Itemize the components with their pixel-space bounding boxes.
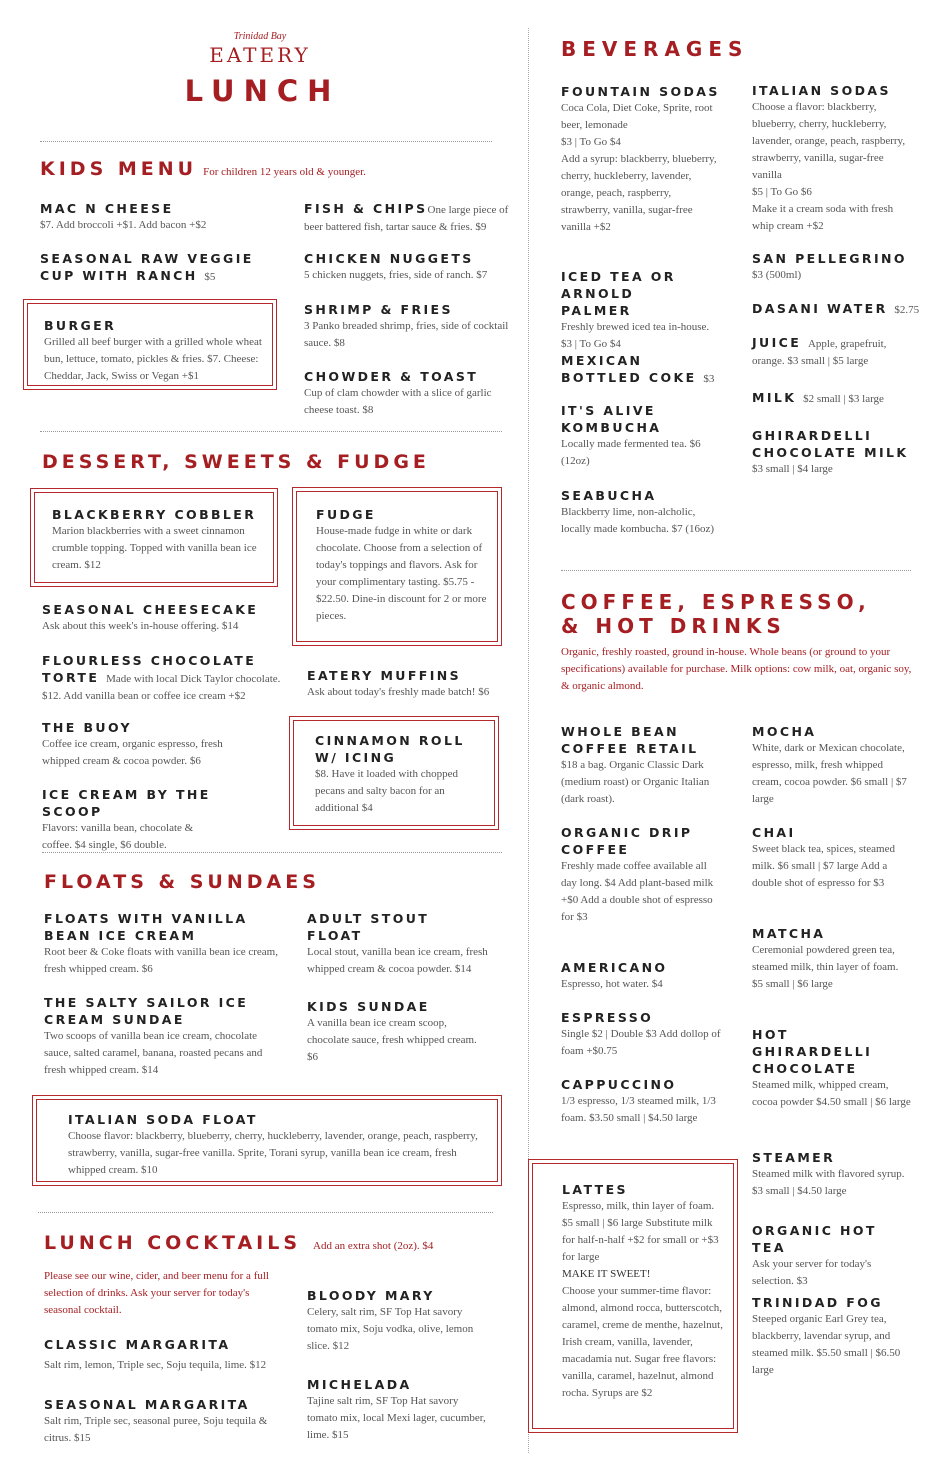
menu-item-cinnamon-roll: CINNAMON ROLL W/ ICING $8. Have it loaded with chopped pecans and salty bacon for an additional $4 bbox=[315, 733, 465, 814]
menu-item-kids-sundae: KIDS SUNDAE A vanilla bean ice cream scoop, chocolate sauce, fresh whipped cream. $6 bbox=[307, 999, 477, 1063]
menu-item-americano: AMERICANO Espresso, hot water. $4 bbox=[561, 960, 668, 990]
menu-item-mexican-coke-line: MEXICAN BOTTLED COKE $3 bbox=[561, 353, 715, 385]
divider bbox=[42, 852, 502, 853]
menu-item-trinidad-fog: TRINIDAD FOG Steeped organic Earl Grey tea, blackberry, lavendar syrup, and steamed milk. $5.50 small | $6.50 large bbox=[752, 1295, 901, 1376]
menu-item-san-pellegrino: SAN PELLEGRINO $3 (500ml) bbox=[752, 251, 907, 281]
script-brand: Trinidad Bay bbox=[233, 31, 287, 42]
menu-item-seasonal-cheesecake: SEASONAL CHEESECAKE Ask about this week's in-house offering. $14 bbox=[42, 602, 259, 632]
menu-item-ice-cream-scoop: ICE CREAM BY THE SCOOP Flavors: vanilla bean, chocolate & coffee. $4 single, $6 double. bbox=[42, 787, 211, 851]
lattes-box bbox=[528, 1159, 738, 1433]
cinnamon-box bbox=[289, 716, 499, 830]
menu-item-seasonal-margarita: SEASONAL MARGARITA Salt rim, Triple sec, seasonal puree, Soju tequila & citrus. $15 bbox=[44, 1397, 268, 1444]
menu-item-fountain-sodas: FOUNTAIN SODAS Coca Cola, Diet Coke, Sprite, root beer, lemonade $3 | To Go $4 Add a syrup: blackberry, blueberry, cherry, huckleberry, lavender, orange, peach, raspberry, strawberry, vanilla, sugar-free vanilla +$2 bbox=[561, 84, 720, 233]
menu-item-seabucha: SEABUCHA Blackberry lime, non-alcholic, locally made kombucha. $7 (16oz) bbox=[561, 488, 715, 535]
italian-soda-float-box bbox=[32, 1095, 502, 1186]
menu-item-blackberry-cobbler: BLACKBERRY COBBLER Marion blackberries with a sweet cinnamon crumble topping. Topped with vanilla bean ice cream. $12 bbox=[52, 507, 257, 571]
brand-name: EATERY bbox=[209, 43, 311, 67]
menu-item-ghirardelli-milk: GHIRARDELLI CHOCOLATE MILK $3 small | $4 large bbox=[752, 428, 909, 475]
menu-item-mocha: MOCHA White, dark or Mexican chocolate, espresso, milk, fresh whipped cream, cocoa powder. $6 small | $7 large bbox=[752, 724, 907, 805]
menu-item-chicken-nuggets: CHICKEN NUGGETS 5 chicken nuggets, fries, side of ranch. $7 bbox=[304, 251, 488, 281]
menu-item-juice: JUICE Apple, grapefruit, orange. $3 small | $5 large bbox=[752, 335, 887, 367]
menu-item-iced-tea: ICED TEA OR ARNOLD PALMER Freshly brewed iced tea in-house. $3 | To Go $4 bbox=[561, 269, 710, 350]
menu-item-the-buoy: THE BUOY Coffee ice cream, organic espresso, fresh whipped cream & cocoa powder. $6 bbox=[42, 720, 223, 767]
divider bbox=[38, 1212, 493, 1213]
burger-box bbox=[23, 299, 277, 390]
menu-item-steamer: STEAMER Steamed milk with flavored syrup. $3 small | $4.50 large bbox=[752, 1150, 905, 1197]
menu-item-vanilla-floats: FLOATS WITH VANILLA BEAN ICE CREAM Root beer & Coke floats with vanilla bean ice cream, fresh whipped cream. $6 bbox=[44, 911, 278, 975]
dessert-title: DESSERT, SWEETS & FUDGE bbox=[42, 451, 430, 473]
coffee-intro: Organic, freshly roasted, ground in-house. Whole beans (or ground to your specifications) available for purchase. Milk options: cow milk, oat, organic soy, & organic almond. bbox=[561, 646, 912, 692]
kids-menu-title: KIDS MENU For children 12 years old & younger. bbox=[40, 158, 366, 180]
coffee-title: COFFEE, ESPRESSO, & HOT DRINKS bbox=[561, 590, 871, 638]
menu-item-classic-margarita: CLASSIC MARGARITA Salt rim, lemon, Triple sec, Soju tequila, lime. $12 bbox=[44, 1337, 267, 1371]
divider bbox=[40, 141, 492, 142]
menu-item-milk: MILK $2 small | $3 large bbox=[752, 390, 884, 405]
menu-item-dasani-water: DASANI WATER $2.75 bbox=[752, 301, 920, 316]
menu-item-fish-chips: FISH & CHIPSOne large piece of beer battered fish, tartar sauce & fries. $9 bbox=[304, 201, 509, 233]
menu-item-adult-stout-float: ADULT STOUT FLOAT Local stout, vanilla bean ice cream, fresh whipped cream & cocoa powder. $14 bbox=[307, 911, 488, 975]
menu-item-fudge: FUDGE House-made fudge in white or dark chocolate. Choose from a selection of today's toppings and flavors. Ask for your complimentary tasting. $5.75 - $22.50. Dine-in discount for 2 or more pieces. bbox=[316, 507, 487, 622]
menu-item-italian-soda-float: ITALIAN SODA FLOAT Choose flavor: blackberry, blueberry, cherry, huckleberry, lavender, orange, peach, raspberry, strawberry, vanilla, sugar-free vanilla. Sprite, Torani syrup, vanilla bean ice cream, fresh whipped cream. $10 bbox=[68, 1112, 478, 1176]
cocktails-title: LUNCH COCKTAILS Add an extra shot (2oz). $4 bbox=[44, 1232, 434, 1254]
menu-item-lattes: LATTES Espresso, milk, thin layer of foam. $5 small | $6 large Substitute milk for half-n-half +$2 for small or +$3 for large MAKE IT SWEET! Choose your summer-time flavor: almond, almond rocca, butterscotch, caramel, creme de menthe, hazelnut, Irish cream, vanilla, lavender, macadamia nut. Sugar free flavors: vanilla, caramel, hazelnut, almond rocha. Syrups are $2 bbox=[562, 1182, 723, 1399]
menu-item-burger: BURGER Grilled all beef burger with a grilled whole wheat bun, lettuce, tomato, pickles & fries. $7. Cheese: Cheddar, Jack, Swiss or Vegan +$1 bbox=[44, 318, 262, 382]
menu-item-michelada: MICHELADA Tajine salt rim, SF Top Hat savory tomato mix, local Mexi lager, cucumber, lime. $15 bbox=[307, 1377, 486, 1441]
fudge-box bbox=[292, 487, 502, 646]
menu-item-raw-veggie-cup: SEASONAL RAW VEGGIE CUP WITH RANCH $5 bbox=[40, 251, 254, 283]
menu-item-bloody-mary: BLOODY MARY Celery, salt rim, SF Top Hat savory tomato mix, Soju vodka, olive, lemon slice. $12 bbox=[307, 1288, 474, 1352]
menu-item-chai: CHAI Sweet black tea, spices, steamed milk. $6 small | $7 large Add a double shot of espresso for $3 bbox=[752, 825, 895, 889]
menu-item-matcha: MATCHA Ceremonial powdered green tea, steamed milk, thin layer of foam. $5 small | $6 large bbox=[752, 926, 899, 990]
kids-menu-subtitle: For children 12 years old & younger. bbox=[203, 166, 366, 178]
floats-title: FLOATS & SUNDAES bbox=[44, 871, 320, 893]
menu-item-shrimp-fries: SHRIMP & FRIES 3 Panko breaded shrimp, fries, side of cocktail sauce. $8 bbox=[304, 302, 509, 349]
menu-item-eatery-muffins: EATERY MUFFINS Ask about today's freshly made batch! $6 bbox=[307, 668, 490, 698]
menu-item-drip-coffee: ORGANIC DRIP COFFEE Freshly made coffee available all day long. $4 Add plant-based milk +$0 Add a double shot of espresso for $3 bbox=[561, 825, 714, 923]
menu-item-mac-n-cheese: MAC N CHEESE $7. Add broccoli +$1. Add bacon +$2 bbox=[40, 201, 207, 231]
divider bbox=[40, 431, 502, 432]
menu-item-flourless-torte: FLOURLESS CHOCOLATE TORTE Made with local Dick Taylor chocolate. $12. Add vanilla bean or coffee ice cream +$2 bbox=[42, 653, 281, 702]
beverages-title: BEVERAGES bbox=[561, 37, 749, 61]
menu-item-salty-sailor-sundae: THE SALTY SAILOR ICE CREAM SUNDAE Two scoops of vanilla bean ice cream, chocolate sauce, salted caramel, banana, roasted pecans and fresh whipped cream. $14 bbox=[44, 995, 263, 1076]
menu-item-kombucha: IT'S ALIVE KOMBUCHA Locally made fermented tea. $6 (12oz) bbox=[561, 403, 701, 467]
cocktails-note: Please see our wine, cider, and beer menu for a full selection of drinks. Ask your server for today's seasonal cocktail. bbox=[44, 1270, 269, 1316]
page-title: LUNCH bbox=[184, 74, 341, 108]
menu-item-whole-bean: WHOLE BEAN COFFEE RETAIL $18 a bag. Organic Classic Dark (medium roast) or Organic Italian (dark roast). bbox=[561, 724, 710, 805]
menu-item-chowder-toast: CHOWDER & TOAST Cup of clam chowder with a slice of garlic cheese toast. $8 bbox=[304, 369, 492, 416]
divider bbox=[561, 570, 911, 571]
cobbler-box bbox=[30, 488, 278, 587]
menu-item-hot-chocolate: HOT GHIRARDELLI CHOCOLATE Steamed milk, whipped cream, cocoa powder $4.50 small | $6 large bbox=[752, 1027, 911, 1108]
cocktails-subtitle: Add an extra shot (2oz). $4 bbox=[313, 1240, 434, 1252]
menu-item-italian-sodas: ITALIAN SODAS Choose a flavor: blackberry, blueberry, cherry, huckleberry, lavender, orange, peach, raspberry, strawberry, vanilla, sugar-free vanilla $5 | To Go $6 Make it a cream soda with fresh whip cream +$2 bbox=[752, 83, 906, 232]
menu-item-espresso: ESPRESSO Single $2 | Double $3 Add dollop of foam +$0.75 bbox=[561, 1010, 721, 1057]
menu-item-organic-hot-tea: ORGANIC HOT TEA Ask your server for today's selection. $3 bbox=[752, 1223, 877, 1287]
menu-item-cappuccino: CAPPUCCINO 1/3 espresso, 1/3 steamed milk, 1/3 foam. $3.50 small | $4.50 large bbox=[561, 1077, 716, 1124]
